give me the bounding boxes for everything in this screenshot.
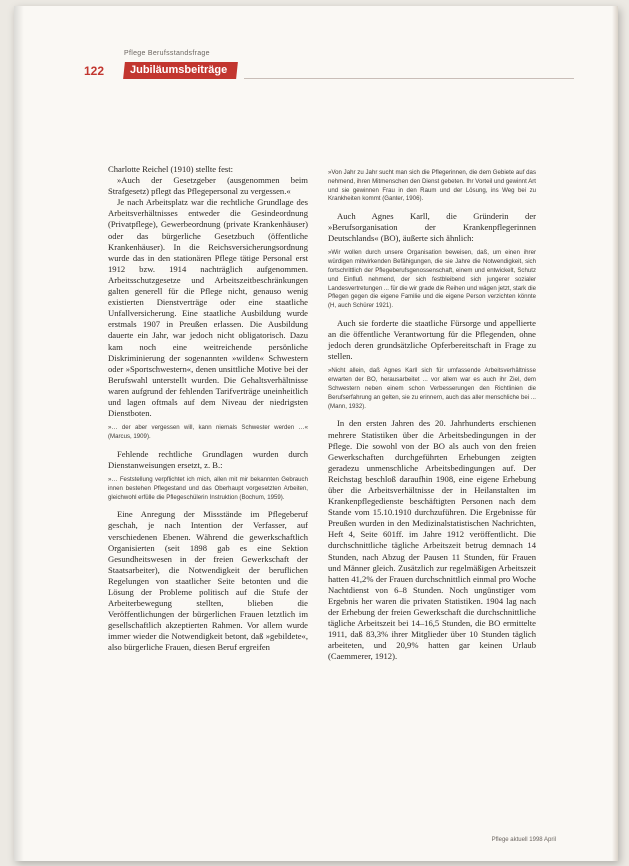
body-paragraph: Auch sie forderte die staatliche Fürsorge und appellierte an die öffentliche Verantwortung für die Pflegenden, ohne jedoch deren grundsätzliche Opferbereitschaft in Frage zu stellen.: [328, 318, 536, 362]
binding-shadow: [14, 6, 24, 861]
quote-block: »Wir wollen durch unsere Organisation beweisen, daß, um einen ihrer würdigen mitwirkenden Befähigungen, die sie Jahre die Notwendigkeit, sich fortschrittlich der Pflegeberufsgenossenschaft, einem und entwickelt, Schutz und Einfluß nehmend, der sich festbleibend sich jungerer sozialer Landesvertretungen ... für die wir grade die Reihen und wägen jetzt, stark die Pflegen gegen die eigene Familie und die eigene Person verzichten könnte (H, auch Schürer 1921).: [328, 249, 536, 310]
header-rule: [244, 78, 574, 79]
page-number: 122: [84, 64, 105, 78]
body-paragraph: Fehlende rechtliche Grundlagen wurden durch Dienstanweisungen ersetzt, z. B.:: [108, 448, 308, 470]
left-column: [108, 164, 308, 654]
page-edge-strip: [612, 6, 618, 861]
page-footer: Pflege aktuell 1998 April: [491, 837, 556, 843]
body-paragraph: »Auch der Gesetzgeber (ausgenommen beim Strafgesetz) pflegt das Pflegepersonal zu vergessen.«: [108, 175, 308, 197]
document-page: [14, 6, 618, 861]
body-paragraph: Auch Agnes Karll, die Gründerin der »Berufsorganisation der Krankenpflegerinnen Deutschlands« (BO), äußerte sich ähnlich:: [328, 211, 536, 244]
body-paragraph: Eine Anregung der Missstände im Pflegeberuf geschah, je nach Intention der Verfasser, auf verschiedenen Ebenen. Während die gewerkschaftlich Organisierten (seit 1898 gab es eine Sektion Gesundheitswesen in der freien Gewerkschaft der Staatsarbeiter), die Notwendigkeit der beruflichen Regelungen von staatlicher Seite betonten und die Lösung der Probleme politisch auf die Stufe der Arbeiterbewegung stellten, blieben die Veröffentlichungen der bürgerlichen Frauen letztlich im gesellschaftlich akzeptierten Rahmen. Vor allem wurde immer wieder die Notwendigkeit betont, daß »gebildete«, also bürgerliche Frauen, diesen Beruf ergreifen: [108, 509, 308, 653]
body-paragraph: Je nach Arbeitsplatz war die rechtliche Grundlage des Arbeitsverhältnisses entweder die Gesindeordnung (Privatpflege), Gewerbeordnung (private Krankenhäuser) oder das bürgerliche Gesetzbuch (öffentliche Krankenhäuser). In die Reichsversicherungsordnung wurde das in den stationären Pflege tätige Personal erst 1912 bzw. 1914 nachträglich aufgenommen. Arbeitsschutzgesetze und Arbeitszeitbeschränkungen galten generell für die Pflege nicht, genauso wenig existierten Dienstverträge oder eine staatliche Unfallversicherung. Eine staatliche Ausbildung wurde erstmals 1907 in Preußen erlassen. Die Ausbildung dauerte ein Jahr, war jedoch nicht obligatorisch. Dazu kam noch eine weitreichende persönliche Diskriminierung der sogenannten »wilden« Schwestern oder »Sportschwestern«, denen unsittliche Motive bei der Berufswahl unterstellt wurden. Die Gehaltsverhältnisse waren aufgrund der fehlenden Tarifverträge uneinheitlich und lagen oftmals auf dem Niveau der niedrigsten Dienstboten.: [108, 197, 308, 419]
quote-block: »… Feststellung verpflichtet ich mich, allen mit mir bekannten Gebrauch innen bestehen Pflegestand und das Oberhaupt vorgesetzten Arbeiten, gleichwohl erfülle die Pflegeschülerin Instruktion (Bochum, 1959).: [108, 475, 308, 501]
section-title-bar: [123, 62, 238, 79]
body-paragraph: Charlotte Reichel (1910) stellte fest:: [108, 164, 234, 174]
right-column: [328, 164, 536, 662]
running-head: Pflege Berufsstandsfrage: [124, 50, 210, 57]
quote-block: »… der aber vergessen will, kann niemals Schwester werden …« (Marcus, 1909).: [108, 424, 308, 440]
body-paragraph: In den ersten Jahren des 20. Jahrhunderts erschienen mehrere Statistiken über die Arbeitsbedingungen in der Pflege. Die sowohl von der BO als auch von den freien Gewerkschaften durchgeführten Erhebungen zeigten geradezu unmenschliche Arbeitsbedingungen auf. Der Reichstag beschloß daraufhin 1908, eine eigene Erhebung über die Arbeitsverhältnisse der in Heilanstalten im Krankenpflegedienste beschäftigten Personen nach dem Stande vom 15.10.1910 durchzuführen. Die Ergebnisse für Preußen wurden in den Medizinalstatistischen Nachrichten, Heft 4, Seite 601ff. im Jahre 1912 veröffentlicht. Die durchschnittliche tägliche Arbeitszeit betrug demnach 14 Stunden, nach Abzug der Pausen 11 Stunden, für Frauen und Männer gleich. Zusätzlich zur regelmäßigen Arbeitszeit hatten 41,2% der Frauen durchschnittlich einmal pro Woche Nachtdienst von 6–8 Stunden. Noch ungünstiger vom Ergebnis her waren die privaten Statistiken. 1904 lag nach der Erhebung der freien Gewerkschaft die durchschnittliche tägliche Arbeitszeit bei 14–16,5 Stunden, die BO ermittelte 1911, daß 83,3% ihrer Mitglieder über 10 Stunden täglich arbeiteten, und 20,9% hatten gar keinen Urlaub (Caemmerer, 1912).: [328, 418, 536, 662]
quote-block: »Nicht allein, daß Agnes Karll sich für umfassende Arbeitsverhältnisse erwarten der BO, herausarbeitet ... vor allem war es auch ihr Ziel, dem Schwestern neben einem schon Verbesserungen den Richtlinien die Berufserfahrung an gelten, sie zu erinnern, auch das aller menschliche bei ... (Mann, 1932).: [328, 367, 536, 410]
section-title: Jubiläumsbeiträge: [130, 64, 228, 76]
quote-block: »Von Jahr zu Jahr sucht man sich die Pflegerinnen, die dem Gebiete auf das nehmend, ihren Mitmenschen den Dienst gebeten. Ihr Vorteil und gewinnt Art und sie gewinnen Frau in den Raum und der Lösung, ins Weg bei zu Krankheiten kommt (Ganter, 1906).: [328, 169, 536, 203]
